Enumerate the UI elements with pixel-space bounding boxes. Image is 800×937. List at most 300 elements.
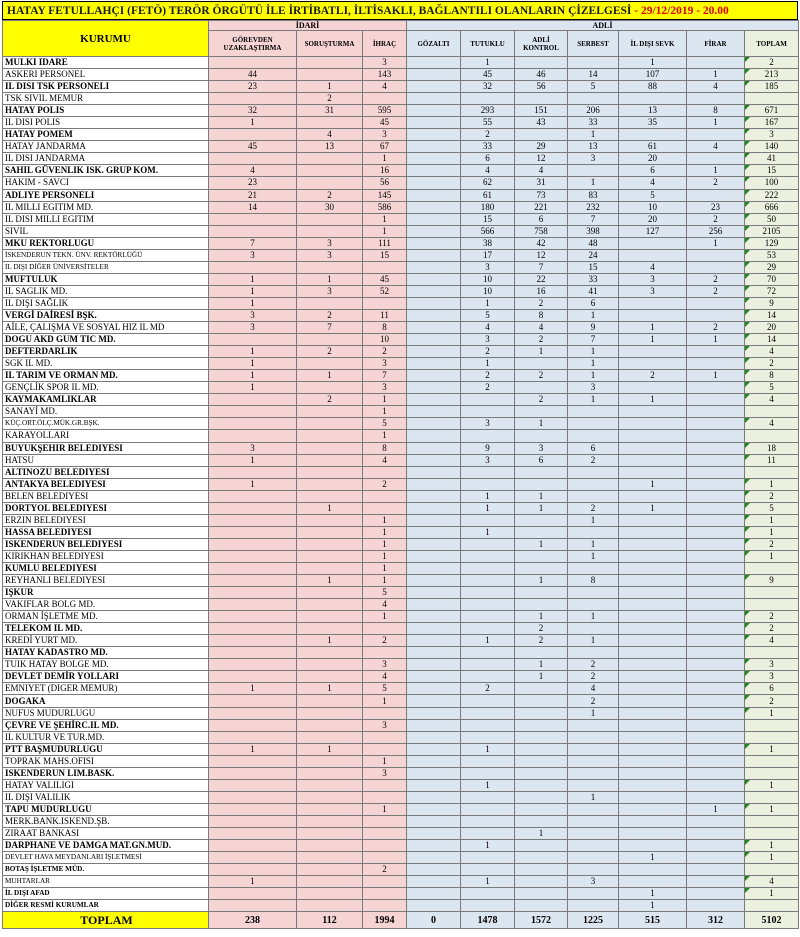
- cell-gorevden: 4: [209, 165, 297, 177]
- cell-toplam: 20: [745, 322, 799, 334]
- cell-ihrac: [363, 815, 407, 827]
- cell-serbest: 1: [568, 707, 619, 719]
- cell-il-disi-sevk: [619, 647, 687, 659]
- cell-firar: [687, 297, 745, 309]
- cell-adli-kontrol: [515, 695, 568, 707]
- cell-sorusturma: 2: [297, 189, 363, 201]
- cell-adli-kontrol: 2: [515, 635, 568, 647]
- cell-firar: [687, 707, 745, 719]
- cell-ihrac: 1: [363, 225, 407, 237]
- cell-sorusturma: 1: [297, 683, 363, 695]
- cell-adli-kontrol: [515, 526, 568, 538]
- cell-adli-kontrol: [515, 57, 568, 69]
- cell-gozalti: [407, 888, 461, 900]
- cell-gorevden: [209, 731, 297, 743]
- cell-toplam: 4: [745, 418, 799, 430]
- cell-sorusturma: 7: [297, 322, 363, 334]
- cell-gozalti: [407, 514, 461, 526]
- table-row: [3, 297, 799, 309]
- cell-gorevden: 1: [209, 478, 297, 490]
- cell-sorusturma: 1: [297, 575, 363, 587]
- cell-tutuklu: 15: [461, 213, 515, 225]
- cell-tutuklu: [461, 815, 515, 827]
- cell-toplam: 1: [745, 526, 799, 538]
- cell-gorevden: [209, 635, 297, 647]
- cell-serbest: 1: [568, 514, 619, 526]
- cell-sorusturma: [297, 165, 363, 177]
- cell-toplam: [745, 562, 799, 574]
- kurum-name: ADLIYE PERSONELI: [3, 189, 209, 201]
- cell-toplam: 4: [745, 635, 799, 647]
- cell-toplam: 15: [745, 165, 799, 177]
- cell-firar: [687, 647, 745, 659]
- cell-ihrac: 1: [363, 755, 407, 767]
- cell-serbest: [568, 803, 619, 815]
- cell-firar: [687, 418, 745, 430]
- cell-serbest: 3: [568, 153, 619, 165]
- header-serbest: SERBEST: [568, 31, 619, 57]
- cell-il-disi-sevk: [619, 575, 687, 587]
- cell-adli-kontrol: [515, 719, 568, 731]
- table-row: [3, 864, 799, 876]
- cell-il-disi-sevk: 3: [619, 273, 687, 285]
- cell-gozalti: [407, 382, 461, 394]
- cell-firar: [687, 719, 745, 731]
- cell-il-disi-sevk: [619, 526, 687, 538]
- table-row: [3, 671, 799, 683]
- cell-serbest: 232: [568, 201, 619, 213]
- cell-serbest: 206: [568, 105, 619, 117]
- cell-serbest: [568, 755, 619, 767]
- table-row: [3, 731, 799, 743]
- cell-adli-kontrol: [515, 803, 568, 815]
- cell-serbest: 3: [568, 382, 619, 394]
- cell-ihrac: 8: [363, 442, 407, 454]
- table-row: [3, 550, 799, 562]
- cell-ihrac: 1: [363, 430, 407, 442]
- cell-serbest: 24: [568, 249, 619, 261]
- cell-adli-kontrol: 2: [515, 370, 568, 382]
- cell-ihrac: 1: [363, 562, 407, 574]
- cell-toplam: 2: [745, 695, 799, 707]
- cell-serbest: 2: [568, 695, 619, 707]
- cell-adli-kontrol: [515, 876, 568, 888]
- cell-tutuklu: 1: [461, 876, 515, 888]
- cell-sorusturma: [297, 719, 363, 731]
- cell-tutuklu: [461, 695, 515, 707]
- table-row: [3, 683, 799, 695]
- cell-serbest: [568, 864, 619, 876]
- cell-adli-kontrol: [515, 587, 568, 599]
- cell-toplam: 222: [745, 189, 799, 201]
- kurum-name: HATSU: [3, 454, 209, 466]
- kurum-name: ÇEVRE VE ŞEHİRC.IL MD.: [3, 719, 209, 731]
- cell-gozalti: [407, 767, 461, 779]
- cell-tutuklu: 1: [461, 57, 515, 69]
- kurum-name: ZIRAAT BANKASI: [3, 828, 209, 840]
- cell-sorusturma: [297, 864, 363, 876]
- cell-gorevden: [209, 93, 297, 105]
- kurum-name: MUHTARLAR: [3, 876, 209, 888]
- cell-toplam: 167: [745, 117, 799, 129]
- cell-gozalti: [407, 599, 461, 611]
- kurum-name: HATAY JANDARMA: [3, 141, 209, 153]
- table-row: [3, 695, 799, 707]
- cell-toplam: [745, 864, 799, 876]
- cell-serbest: [568, 719, 619, 731]
- cell-ihrac: [363, 623, 407, 635]
- cell-gozalti: [407, 322, 461, 334]
- cell-tutuklu: [461, 671, 515, 683]
- cell-toplam: 213: [745, 69, 799, 81]
- kurum-name: VERGİ DAİRESİ BŞK.: [3, 309, 209, 321]
- cell-tutuklu: 10: [461, 273, 515, 285]
- cell-ihrac: 145: [363, 189, 407, 201]
- cell-toplam: 1: [745, 707, 799, 719]
- header-group-idari: İDARİ: [209, 21, 407, 31]
- cell-gozalti: [407, 683, 461, 695]
- cell-il-disi-sevk: [619, 309, 687, 321]
- kurum-name: HATAY POMEM: [3, 129, 209, 141]
- cell-toplam: 1: [745, 852, 799, 864]
- cell-firar: [687, 683, 745, 695]
- cell-sorusturma: [297, 900, 363, 912]
- kurum-name: PTT BAŞMUDURLUGU: [3, 743, 209, 755]
- cell-firar: 1: [687, 165, 745, 177]
- cell-il-disi-sevk: [619, 406, 687, 418]
- cell-firar: [687, 852, 745, 864]
- kurum-name: ASKERI PERSONEL: [3, 69, 209, 81]
- cell-sorusturma: [297, 430, 363, 442]
- table-row: [3, 261, 799, 273]
- cell-tutuklu: 2: [461, 129, 515, 141]
- cell-gorevden: [209, 695, 297, 707]
- cell-toplam: 1: [745, 743, 799, 755]
- cell-ihrac: 2: [363, 864, 407, 876]
- kurum-name: IL DIŞI DİĞER ÜNİVERSİTELER: [3, 261, 209, 273]
- cell-sorusturma: [297, 406, 363, 418]
- cell-gozalti: [407, 575, 461, 587]
- cell-gorevden: [209, 815, 297, 827]
- cell-adli-kontrol: [515, 707, 568, 719]
- cell-ihrac: [363, 852, 407, 864]
- cell-adli-kontrol: 4: [515, 322, 568, 334]
- cell-ihrac: 3: [363, 767, 407, 779]
- cell-toplam: [745, 828, 799, 840]
- cell-il-disi-sevk: 2: [619, 370, 687, 382]
- header-tutuklu: TUTUKLU: [461, 31, 515, 57]
- cell-ihrac: 143: [363, 69, 407, 81]
- kurum-name: EMNIYET (DIGER MEMUR): [3, 683, 209, 695]
- cell-il-disi-sevk: [619, 731, 687, 743]
- cell-sorusturma: [297, 261, 363, 273]
- cell-il-disi-sevk: [619, 635, 687, 647]
- cell-firar: [687, 900, 745, 912]
- cell-adli-kontrol: 1: [515, 659, 568, 671]
- cell-serbest: [568, 587, 619, 599]
- cell-firar: [687, 635, 745, 647]
- cell-firar: 4: [687, 141, 745, 153]
- cell-il-disi-sevk: [619, 659, 687, 671]
- cell-sorusturma: [297, 297, 363, 309]
- header-firar: FİRAR: [687, 31, 745, 57]
- cell-tutuklu: 1: [461, 490, 515, 502]
- total-sorusturma: 112: [297, 912, 363, 929]
- cell-gorevden: [209, 430, 297, 442]
- cell-ihrac: 1: [363, 695, 407, 707]
- cell-adli-kontrol: 6: [515, 454, 568, 466]
- cell-adli-kontrol: [515, 599, 568, 611]
- table-row: [3, 93, 799, 105]
- data-table: [2, 20, 799, 929]
- kurum-name: ALTINOZU BELEDIYESI: [3, 466, 209, 478]
- cell-gorevden: 1: [209, 454, 297, 466]
- cell-toplam: 41: [745, 153, 799, 165]
- cell-ihrac: [363, 876, 407, 888]
- cell-adli-kontrol: 16: [515, 285, 568, 297]
- cell-gorevden: 1: [209, 285, 297, 297]
- cell-tutuklu: [461, 852, 515, 864]
- cell-ihrac: 45: [363, 117, 407, 129]
- kurum-name: IL DISI MILLI EGITIM: [3, 213, 209, 225]
- title-text: HATAY FETULLAHÇI (FETÖ) TERÖR ÖRGÜTÜ İLE İRTİBATLI, İLTİSAKLI, BAĞLANTILI OLANLARIN ÇİZELGESİ: [7, 5, 632, 17]
- kurum-name: HATAY KADASTRO MD.: [3, 647, 209, 659]
- cell-firar: [687, 791, 745, 803]
- cell-il-disi-sevk: 1: [619, 502, 687, 514]
- kurum-name: KUMLU BELEDIYESI: [3, 562, 209, 574]
- cell-gorevden: [209, 213, 297, 225]
- cell-sorusturma: [297, 454, 363, 466]
- cell-adli-kontrol: [515, 93, 568, 105]
- table-row: [3, 141, 799, 153]
- cell-toplam: [745, 791, 799, 803]
- cell-adli-kontrol: [515, 852, 568, 864]
- cell-firar: [687, 502, 745, 514]
- cell-ihrac: 2: [363, 635, 407, 647]
- cell-adli-kontrol: 2: [515, 623, 568, 635]
- cell-ihrac: 1: [363, 575, 407, 587]
- cell-adli-kontrol: [515, 647, 568, 659]
- cell-sorusturma: 13: [297, 141, 363, 153]
- cell-tutuklu: [461, 828, 515, 840]
- cell-ihrac: 45: [363, 273, 407, 285]
- cell-il-disi-sevk: [619, 129, 687, 141]
- cell-gorevden: 32: [209, 105, 297, 117]
- table-row: [3, 575, 799, 587]
- cell-gorevden: [209, 852, 297, 864]
- cell-firar: [687, 755, 745, 767]
- cell-sorusturma: [297, 647, 363, 659]
- cell-toplam: 1: [745, 478, 799, 490]
- cell-tutuklu: [461, 466, 515, 478]
- total-gozalti: 0: [407, 912, 461, 929]
- cell-tutuklu: 5: [461, 309, 515, 321]
- cell-gorevden: [209, 466, 297, 478]
- cell-gozalti: [407, 346, 461, 358]
- cell-firar: [687, 587, 745, 599]
- cell-serbest: 1: [568, 394, 619, 406]
- cell-gozalti: [407, 105, 461, 117]
- cell-gozalti: [407, 394, 461, 406]
- cell-il-disi-sevk: [619, 671, 687, 683]
- cell-il-disi-sevk: [619, 779, 687, 791]
- kurum-name: İL DIŞI AFAD: [3, 888, 209, 900]
- cell-gozalti: [407, 213, 461, 225]
- cell-serbest: 9: [568, 322, 619, 334]
- kurum-name: DOGU AKD GUM TIC MD.: [3, 334, 209, 346]
- cell-tutuklu: 2: [461, 346, 515, 358]
- cell-gozalti: [407, 273, 461, 285]
- cell-serbest: [568, 731, 619, 743]
- cell-firar: [687, 779, 745, 791]
- cell-toplam: 70: [745, 273, 799, 285]
- cell-gorevden: [209, 406, 297, 418]
- kurum-name: DEVLET DEMİR YOLLARI: [3, 671, 209, 683]
- cell-sorusturma: [297, 514, 363, 526]
- cell-toplam: 4: [745, 346, 799, 358]
- cell-il-disi-sevk: [619, 490, 687, 502]
- cell-il-disi-sevk: [619, 623, 687, 635]
- cell-tutuklu: [461, 719, 515, 731]
- cell-toplam: [745, 430, 799, 442]
- cell-gozalti: [407, 828, 461, 840]
- cell-tutuklu: 32: [461, 81, 515, 93]
- cell-gorevden: [209, 840, 297, 852]
- cell-gozalti: [407, 695, 461, 707]
- sheet-title: [2, 1, 798, 20]
- cell-firar: [687, 466, 745, 478]
- kurum-name: IL MILLI EGITIM MD.: [3, 201, 209, 213]
- cell-toplam: 53: [745, 249, 799, 261]
- cell-firar: [687, 659, 745, 671]
- cell-ihrac: [363, 840, 407, 852]
- cell-serbest: [568, 623, 619, 635]
- table-row: [3, 707, 799, 719]
- cell-firar: 1: [687, 69, 745, 81]
- cell-firar: [687, 743, 745, 755]
- cell-firar: 1: [687, 370, 745, 382]
- cell-il-disi-sevk: 127: [619, 225, 687, 237]
- cell-gozalti: [407, 358, 461, 370]
- cell-ihrac: 4: [363, 599, 407, 611]
- cell-ihrac: 5: [363, 418, 407, 430]
- cell-il-disi-sevk: 1: [619, 57, 687, 69]
- cell-toplam: [745, 755, 799, 767]
- cell-toplam: 5: [745, 502, 799, 514]
- cell-toplam: [745, 900, 799, 912]
- table-row: [3, 791, 799, 803]
- cell-il-disi-sevk: [619, 538, 687, 550]
- total-tutuklu: 1478: [461, 912, 515, 929]
- cell-gozalti: [407, 803, 461, 815]
- cell-gorevden: [209, 707, 297, 719]
- cell-il-disi-sevk: 13: [619, 105, 687, 117]
- cell-adli-kontrol: 2: [515, 297, 568, 309]
- cell-sorusturma: 1: [297, 635, 363, 647]
- cell-firar: [687, 153, 745, 165]
- header-sorusturma: SORUŞTURMA: [297, 31, 363, 57]
- cell-ihrac: [363, 731, 407, 743]
- cell-tutuklu: [461, 803, 515, 815]
- cell-firar: [687, 671, 745, 683]
- cell-tutuklu: [461, 791, 515, 803]
- cell-il-disi-sevk: 1: [619, 852, 687, 864]
- cell-serbest: 33: [568, 117, 619, 129]
- cell-adli-kontrol: [515, 358, 568, 370]
- cell-adli-kontrol: 43: [515, 117, 568, 129]
- cell-gozalti: [407, 852, 461, 864]
- cell-gozalti: [407, 57, 461, 69]
- cell-ihrac: 3: [363, 57, 407, 69]
- cell-serbest: 1: [568, 635, 619, 647]
- cell-toplam: 1: [745, 779, 799, 791]
- cell-ihrac: 3: [363, 659, 407, 671]
- cell-adli-kontrol: [515, 550, 568, 562]
- cell-serbest: [568, 647, 619, 659]
- cell-adli-kontrol: 6: [515, 213, 568, 225]
- cell-gorevden: 21: [209, 189, 297, 201]
- cell-sorusturma: [297, 755, 363, 767]
- cell-ihrac: [363, 297, 407, 309]
- cell-toplam: 1: [745, 888, 799, 900]
- cell-serbest: [568, 490, 619, 502]
- cell-firar: [687, 249, 745, 261]
- cell-firar: 1: [687, 334, 745, 346]
- kurum-name: TAPU MUDURLUGU: [3, 803, 209, 815]
- table-row: [3, 418, 799, 430]
- cell-gorevden: [209, 623, 297, 635]
- header-ihrac: İHRAÇ: [363, 31, 407, 57]
- kurum-name: IL SAGLIK MD.: [3, 285, 209, 297]
- cell-ihrac: 15: [363, 249, 407, 261]
- cell-ihrac: 4: [363, 671, 407, 683]
- cell-il-disi-sevk: [619, 442, 687, 454]
- cell-tutuklu: 1: [461, 635, 515, 647]
- cell-tutuklu: 9: [461, 442, 515, 454]
- cell-firar: [687, 93, 745, 105]
- cell-tutuklu: 38: [461, 237, 515, 249]
- cell-sorusturma: 4: [297, 129, 363, 141]
- cell-firar: [687, 382, 745, 394]
- cell-il-disi-sevk: 1: [619, 394, 687, 406]
- cell-toplam: 8: [745, 370, 799, 382]
- kurum-name: TSK SIVIL MEMUR: [3, 93, 209, 105]
- cell-sorusturma: [297, 538, 363, 550]
- cell-adli-kontrol: [515, 731, 568, 743]
- cell-serbest: 3: [568, 876, 619, 888]
- cell-adli-kontrol: 151: [515, 105, 568, 117]
- cell-tutuklu: [461, 731, 515, 743]
- cell-gorevden: [209, 575, 297, 587]
- cell-adli-kontrol: 1: [515, 828, 568, 840]
- cell-serbest: 1: [568, 177, 619, 189]
- cell-tutuklu: 3: [461, 418, 515, 430]
- cell-ihrac: 67: [363, 141, 407, 153]
- cell-toplam: 1: [745, 803, 799, 815]
- cell-tutuklu: [461, 755, 515, 767]
- cell-gorevden: 14: [209, 201, 297, 213]
- kurum-name: DEVLET HAVA MEYDANLARI İŞLETMESİ: [3, 852, 209, 864]
- kurum-name: IL DISI TSK PERSONELI: [3, 81, 209, 93]
- cell-ihrac: [363, 743, 407, 755]
- kurum-name: KIRIKHAN BELEDIYESI: [3, 550, 209, 562]
- cell-il-disi-sevk: [619, 755, 687, 767]
- kurum-name: İSKENDERUN TEKN. ÜNV. REKTÖRLÜĞÜ: [3, 249, 209, 261]
- cell-ihrac: 5: [363, 587, 407, 599]
- cell-ihrac: [363, 261, 407, 273]
- cell-sorusturma: 31: [297, 105, 363, 117]
- cell-gorevden: [209, 514, 297, 526]
